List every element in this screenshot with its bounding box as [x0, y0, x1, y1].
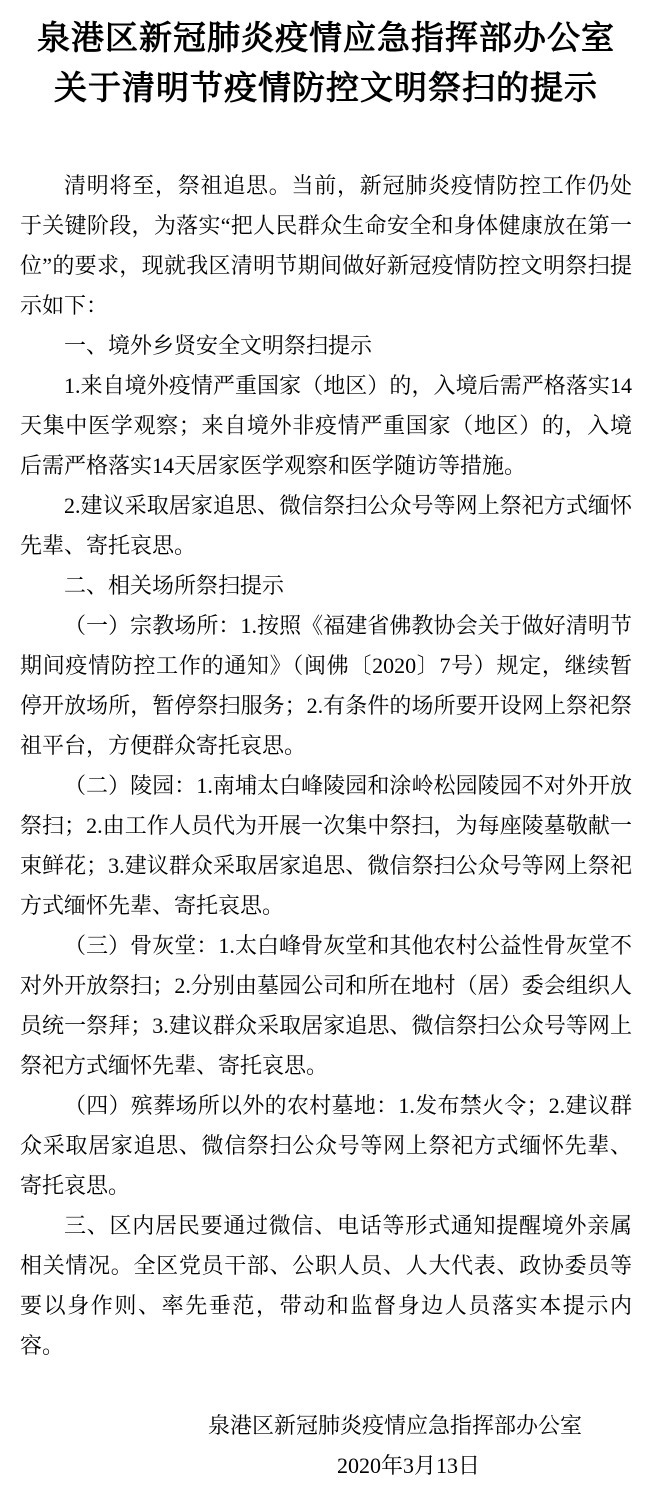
section-2-sub-2-cemeteries: （二）陵园：1.南埔太白峰陵园和涂岭松园陵园不对外开放祭扫；2.由工作人员代为开展一次集中祭扫，为每座陵墓敬献一束鲜花；3.建议群众采取居家追思、微信祭扫公众号等网上祭祀方式缅怀先辈、寄托哀思。	[20, 773, 632, 918]
title-line-2: 关于清明节疫情防控文明祭扫的提示	[54, 71, 598, 107]
section-2-sub-4-rural-graves: （四）殡葬场所以外的农村墓地：1.发布禁火令；2.建议群众采取居家追思、微信祭扫公众号等网上祭祀方式缅怀先辈、寄托哀思。	[20, 1093, 632, 1198]
signature-organization: 泉港区新冠肺炎疫情应急指挥部办公室	[207, 1413, 582, 1438]
signature-block	[20, 1406, 632, 1486]
section-2-sub-1-religious-venues: （一）宗教场所：1.按照《福建省佛教协会关于做好清明节期间疫情防控工作的通知》（闽佛〔2020〕7号）规定，继续暂停开放场所，暂停祭扫服务；2.有条件的场所要开设网上祭祀祭祖平台，方便群众寄托哀思。	[20, 613, 632, 758]
section-2-sub-3-columbariums: （三）骨灰堂：1.太白峰骨灰堂和其他农村公益性骨灰堂不对外开放祭扫；2.分别由墓园公司和所在地村（居）委会组织人员统一祭拜；3.建议群众采取居家追思、微信祭扫公众号等网上祭祀方式缅怀先辈、寄托哀思。	[20, 933, 632, 1078]
title-line-1: 泉港区新冠肺炎疫情应急指挥部办公室	[37, 21, 615, 57]
document-title	[20, 14, 632, 114]
document-body	[20, 166, 632, 1366]
intro-paragraph: 清明将至，祭祖追思。当前，新冠肺炎疫情防控工作仍处于关键阶段，为落实“把人民群众生命安全和身体健康放在第一位”的要求，现就我区清明节期间做好新冠疫情防控文明祭扫提示如下：	[20, 173, 632, 318]
section-1-item-1: 1.来自境外疫情严重国家（地区）的，入境后需严格落实14天集中医学观察；来自境外非疫情严重国家（地区）的，入境后需严格落实14天居家医学观察和医学随访等措施。	[20, 373, 632, 478]
section-2-heading: 二、相关场所祭扫提示	[64, 573, 285, 598]
signature-date: 2020年3月13日	[336, 1453, 480, 1478]
section-1-item-2: 2.建议采取居家追思、微信祭扫公众号等网上祭祀方式缅怀先辈、寄托哀思。	[20, 493, 632, 558]
section-3-paragraph: 三、区内居民要通过微信、电话等形式通知提醒境外亲属相关情况。全区党员干部、公职人员、人大代表、政协委员等要以身作则、率先垂范，带动和监督身边人员落实本提示内容。	[20, 1213, 632, 1358]
section-1-heading: 一、境外乡贤安全文明祭扫提示	[64, 333, 373, 358]
